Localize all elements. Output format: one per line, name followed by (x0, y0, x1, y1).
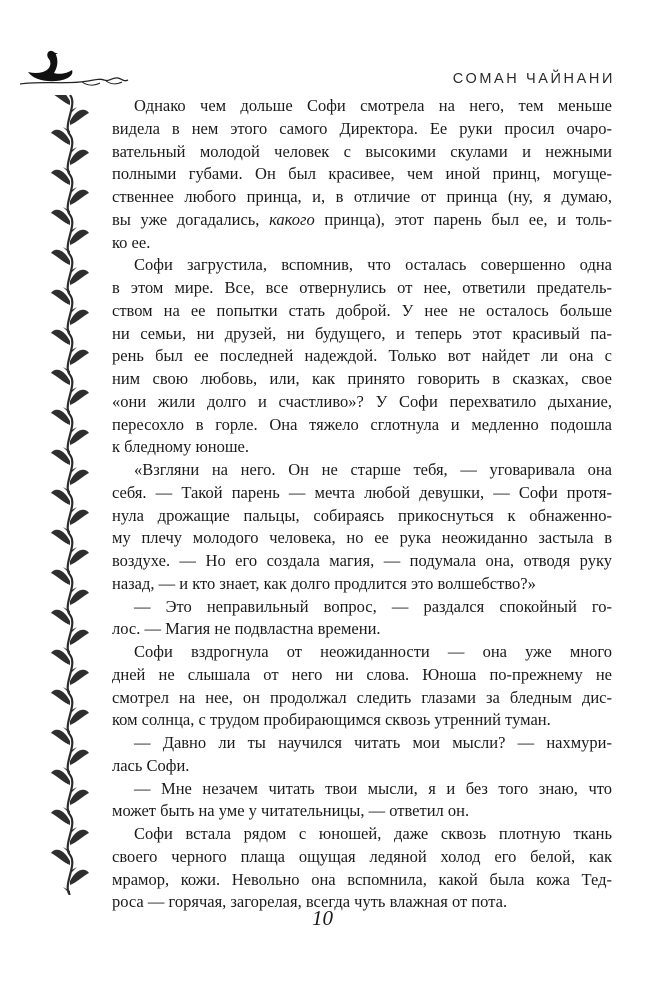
text-line: — Давно ли ты научился читать мои мысли? — нахмури- (134, 733, 612, 752)
vine-leaf (70, 790, 89, 805)
vine-leaf (70, 150, 89, 165)
text-line: лос. — Магия не подвластна времени. (112, 619, 381, 639)
page-number: 10 (312, 906, 333, 930)
body-text (112, 95, 612, 914)
vine-leaf (70, 750, 89, 765)
vine-leaf (70, 590, 89, 605)
text-line: ком солнца, с трудом пробирающимся сквозь утренний туман. (112, 710, 551, 730)
vine-leaf (70, 550, 89, 565)
text-line: ственнее любого принца, и, в отличие от принца (ну, я думаю, (112, 187, 612, 206)
text-line: роса — горячая, загорелая, всегда чуть влажная от пота. (112, 892, 508, 912)
vine-leaf (70, 190, 89, 205)
vine-leaf (51, 450, 70, 465)
text-line: в этом мире. Все, все отвернулись от нее, ответили предатель- (112, 278, 612, 297)
text-line: нула дрожащие пальцы, собираясь прикоснуться к обнаженно- (112, 505, 612, 525)
text-line: видела в нем этого самого Директора. Ее руки просил очаро- (112, 118, 612, 138)
text-line: му плечу молодого человека, но ее рука неожиданно застыла в (112, 528, 612, 548)
vine-leaf (70, 710, 89, 725)
vine-leaf (51, 490, 70, 505)
text-line: смотрел на нее, он продолжал следить глазами за бледным дис- (112, 687, 612, 707)
text-line: рень был ее последней надеждой. Только вот найдет ли она с (112, 346, 612, 366)
vine-leaf (51, 370, 70, 385)
text-line: Софи встала рядом с юношей, даже сквозь плотную ткань (134, 824, 612, 843)
vine-leaf (51, 95, 70, 105)
vine-leaf (51, 210, 70, 225)
text-line: ко ее. (112, 232, 151, 252)
vine-leaf (51, 650, 70, 665)
vine-leaf (70, 230, 89, 245)
text-line: Софи вздрогнула от неожиданности — она уже много (134, 642, 612, 661)
emphasis-text: какого (269, 209, 315, 229)
text-line: ним свою любовь, или, как принято говорить в сказках, свое (112, 369, 612, 388)
vine-leaf (70, 830, 89, 845)
vine-leaf (51, 690, 70, 705)
vine-stem (68, 95, 73, 895)
text-line: своего черного плаща ощущая ледяной холод его белой, как (112, 846, 612, 866)
text-line: лась Софи. (112, 755, 190, 775)
text-line: — Мне незачем читать твои мысли, я и без того знаю, что (134, 778, 612, 798)
swan-icon (18, 48, 130, 90)
vine-leaf (70, 510, 89, 525)
vine-leaf (51, 410, 70, 425)
thorn-vine-icon (48, 95, 92, 895)
vine-leaf (51, 770, 70, 785)
vine-leaf (51, 730, 70, 745)
vine-leaf (51, 810, 70, 825)
vine-leaf (70, 630, 89, 645)
vine-leaf (51, 610, 70, 625)
text-line: дней не слышала от него ни слова. Юноша по-прежнему не (112, 664, 612, 684)
vine-leaf (51, 330, 70, 345)
text-line: вы уже догадались, какого принца), этот парень был ее, и толь- (112, 209, 612, 229)
vine-leaf (51, 290, 70, 305)
vine-leaf (70, 430, 89, 445)
vine-leaf (51, 570, 70, 585)
text-line: Однако чем дольше Софи смотрела на него, тем меньше (134, 96, 612, 115)
vine-leaf (70, 350, 89, 365)
vine-leaf (51, 170, 70, 185)
vine-leaf (51, 130, 70, 145)
text-line: — Это неправильный вопрос, — раздался спокойный го- (134, 596, 612, 616)
running-head-author: СОМАН ЧАЙНАНИ (452, 71, 615, 87)
text-line: мрамор, кожи. Невольно она вспомнила, какой была кожа Тед- (112, 869, 612, 889)
vine-leaf (70, 470, 89, 485)
vine-leaf (70, 670, 89, 685)
text-line: «они жили долго и счастливо»? У Софи перехватило дыхание, (112, 391, 612, 411)
text-line: вательный молодой человек с высокими скулами и нежными (112, 141, 612, 161)
text-line: Софи загрустила, вспомнив, что осталась совершенно одна (134, 255, 612, 275)
vine-leaf (51, 250, 70, 265)
text-line: к бледному юноше. (112, 437, 250, 457)
text-line: полными губами. Он был красивее, чем иной принц, могуще- (112, 164, 612, 184)
vine-leaf (51, 850, 70, 865)
text-line: назад, — и кто знает, как долго продлится это волшебство?» (112, 573, 536, 593)
text-line: может быть на уме у читательницы, — ответил он. (112, 801, 470, 821)
text-line: ни семьи, ни друзей, ни будущего, и теперь этот красивый па- (112, 323, 612, 343)
text-line: пересохло в горле. Она тяжело сглотнула и медленно подошла (112, 414, 612, 434)
vine-leaf (51, 530, 70, 545)
text-line: ством на ее попытки стать доброй. У нее не осталось больше (112, 300, 612, 320)
text-line: «Взгляни на него. Он не старше тебя, — уговаривала она (134, 460, 612, 479)
text-line: воздухе. — Но его создала магия, — подумала она, отводя руку (112, 551, 612, 570)
vine-leaf (70, 390, 89, 405)
text-line: себя. — Такой парень — мечта любой девушки, — Софи протя- (112, 482, 612, 502)
vine-leaf (70, 870, 89, 885)
vine-leaf (70, 110, 89, 125)
vine-leaf (70, 270, 89, 285)
vine-leaf (70, 310, 89, 325)
